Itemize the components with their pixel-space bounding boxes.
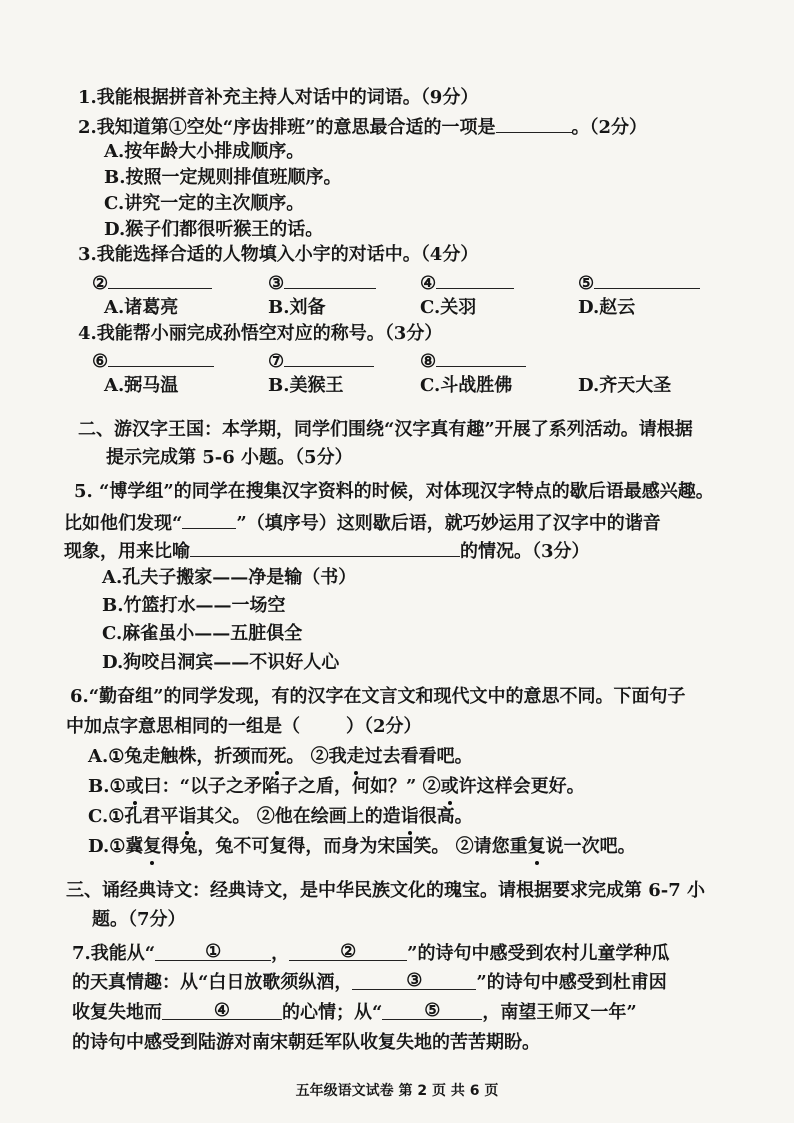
q6-d-text: 得兔，兔不可复得，而身为宋国笑。 ②请您重 <box>161 836 528 857</box>
q7-text: ”的诗句中感受到农村儿童学种瓜 <box>407 943 670 964</box>
q3-option-d: D.赵云 <box>578 297 636 318</box>
question-5-line2 <box>64 510 661 536</box>
answer-blank-q7-4[interactable] <box>162 1001 282 1020</box>
answer-blank-q2[interactable] <box>496 114 572 133</box>
q6-line2-score: ）（2分） <box>346 716 422 737</box>
q6-option-b <box>88 775 585 799</box>
q3-option-a: A.诸葛亮 <box>104 297 179 318</box>
q4-blank-6-num: ⑥ <box>92 351 109 372</box>
q4-option-d: D.齐天大圣 <box>578 375 672 396</box>
q7-text: ， <box>271 943 290 964</box>
q7-text: 7.我能从“ <box>72 943 156 964</box>
answer-blank-q7-3[interactable] <box>352 971 476 990</box>
q2-option-c: C.讲究一定的主次顺序。 <box>104 193 305 214</box>
dotted-char: 或 <box>125 776 144 797</box>
answer-blank[interactable] <box>284 270 376 289</box>
question-2-stem-text: 2.我知道第①空处“序齿排班”的意思最合适的一项是 <box>78 117 496 138</box>
q6-c-text: 很高。 <box>418 806 473 827</box>
q2-option-d: D.猴子们都很听猴王的话。 <box>104 219 324 240</box>
dotted-char: 复 <box>143 836 162 857</box>
q6-line2-text: 中加点字意思相同的一组是（ <box>66 716 300 737</box>
q5-option-a: A.孔夫子搬家——净是输（书） <box>102 567 357 588</box>
answer-blank[interactable] <box>108 270 212 289</box>
answer-blank-q5-meaning[interactable] <box>190 538 460 557</box>
blank-number: ③ <box>406 970 423 991</box>
q3-blank-5[interactable] <box>578 270 700 296</box>
section-3-heading: 三、诵经典诗文：经典诗文，是中华民族文化的瑰宝。请根据要求完成第 6-7 小 <box>66 880 706 901</box>
question-6-stem: 6.“勤奋组”的同学发现，有的汉字在文言文和现代文中的意思不同。下面句子 <box>70 686 686 707</box>
dotted-char: 诣 <box>400 806 419 827</box>
dotted-char: 或 <box>440 776 459 797</box>
blank-number: ② <box>340 941 357 962</box>
q6-a-text: 。 ②我 <box>286 746 347 767</box>
dotted-char: 死 <box>268 746 287 767</box>
blank-number: ⑤ <box>424 1000 441 1021</box>
answer-blank-q7-2[interactable] <box>289 942 407 961</box>
q6-option-d <box>88 835 636 859</box>
q2-option-b: B.按照一定规则排值班顺序。 <box>104 167 342 188</box>
q7-text: 收复失地而 <box>72 1002 162 1023</box>
q5-line2-text-cont: ”（填序号）这则歇后语，就巧妙运用了汉字中的谐音 <box>236 513 661 534</box>
q7-text: 的心情；从“ <box>282 1002 383 1023</box>
q3-blank-4-num: ④ <box>420 273 437 294</box>
q6-a-text: 过去看看吧。 <box>364 746 473 767</box>
q3-blank-3-num: ③ <box>268 273 285 294</box>
answer-blank-q7-5[interactable] <box>382 1001 482 1020</box>
q5-option-b: B.竹篮打水——一场空 <box>102 595 286 616</box>
q6-c-text: C.①孔君平 <box>88 806 179 827</box>
q3-blank-2-num: ② <box>92 273 109 294</box>
q4-option-c: C.斗战胜佛 <box>420 375 513 396</box>
q3-option-b: B.刘备 <box>268 297 326 318</box>
q3-blank-2[interactable] <box>92 270 212 296</box>
q5-line2-text: 比如他们发现“ <box>64 513 183 534</box>
q6-b-text: B.① <box>88 776 126 797</box>
q4-blank-8[interactable] <box>420 348 526 374</box>
q4-blank-7-num: ⑦ <box>268 351 285 372</box>
question-7-line2 <box>72 971 667 995</box>
q5-line3-text-cont: 的情况。（3分） <box>460 541 590 562</box>
answer-blank[interactable] <box>436 270 514 289</box>
q3-option-c: C.关羽 <box>420 297 477 318</box>
q5-line3-text: 现象，用来比喻 <box>64 541 190 562</box>
question-7-line4: 的诗句中感受到陆游对南宋朝廷军队收复失地的苦苦期盼。 <box>72 1032 540 1053</box>
question-7-line3 <box>72 1001 637 1025</box>
q3-blank-4[interactable] <box>420 270 514 296</box>
question-1: 1.我能根据拼音补充主持人对话中的词语。（9分） <box>78 87 479 108</box>
q6-a-text: A.①兔走触株，折颈而 <box>88 746 269 767</box>
question-3-stem: 3.我能选择合适的人物填入小宇的对话中。（4分） <box>78 244 479 265</box>
question-2-score: 。（2分） <box>571 117 648 138</box>
question-6-line2 <box>66 715 422 739</box>
dotted-char: 诣 <box>178 806 197 827</box>
q6-b-text: 许这样会更好。 <box>458 776 585 797</box>
answer-blank-q5-number[interactable] <box>182 510 236 529</box>
page-footer: 五年级语文试卷 第 2 页 共 6 页 <box>295 1083 499 1099</box>
question-5-stem: 5. “博学组”的同学在搜集汉字资料的时候，对体现汉字特点的歇后语最感兴趣。 <box>74 481 714 502</box>
answer-blank[interactable] <box>436 348 526 367</box>
question-5-line3 <box>64 538 590 564</box>
answer-blank-q7-1[interactable] <box>155 942 271 961</box>
answer-blank[interactable] <box>108 348 214 367</box>
q7-text: 的天真情趣：从“白日放歌须纵酒， <box>72 972 353 993</box>
q7-text: ”的诗句中感受到杜甫因 <box>476 972 667 993</box>
q4-blank-6[interactable] <box>92 348 214 374</box>
q6-c-text: 其父。 ②他在绘画上的造 <box>196 806 401 827</box>
q5-option-d: D.狗咬吕洞宾——不识好人心 <box>102 652 340 673</box>
q4-option-a: A.弼马温 <box>104 375 179 396</box>
answer-blank[interactable] <box>594 270 700 289</box>
section-2-heading-cont: 提示完成第 5-6 小题。（5分） <box>106 447 353 468</box>
dotted-char: 复 <box>527 836 546 857</box>
q4-blank-8-num: ⑧ <box>420 351 437 372</box>
q6-option-c <box>88 805 473 829</box>
q7-text: ，南望王师又一年” <box>482 1002 637 1023</box>
question-7-line1 <box>72 942 670 966</box>
q6-option-a <box>88 745 473 769</box>
q3-blank-5-num: ⑤ <box>578 273 595 294</box>
section-2-heading: 二、游汉字王国：本学期，同学们围绕“汉字真有趣”开展了系列活动。请根据 <box>78 419 693 440</box>
question-2-stem <box>78 114 647 140</box>
section-3-heading-cont: 题。（7分） <box>92 909 186 930</box>
dotted-char: 走 <box>346 746 365 767</box>
q4-option-b: B.美猴王 <box>268 375 344 396</box>
q3-blank-3[interactable] <box>268 270 376 296</box>
q6-d-text: 说一次吧。 <box>545 836 636 857</box>
q4-blank-7[interactable] <box>268 348 374 374</box>
blank-number: ① <box>205 941 222 962</box>
q5-option-c: C.麻雀虽小——五脏俱全 <box>102 623 303 644</box>
question-4-stem: 4.我能帮小丽完成孙悟空对应的称号。（3分） <box>78 323 443 344</box>
answer-blank[interactable] <box>284 348 374 367</box>
q6-b-text: 曰：“以子之矛陷子之盾，何如？” ② <box>143 776 441 797</box>
q2-option-a: A.按年龄大小排成顺序。 <box>104 141 305 162</box>
blank-number: ④ <box>213 1000 231 1021</box>
q6-d-text: D.①冀 <box>88 836 144 857</box>
